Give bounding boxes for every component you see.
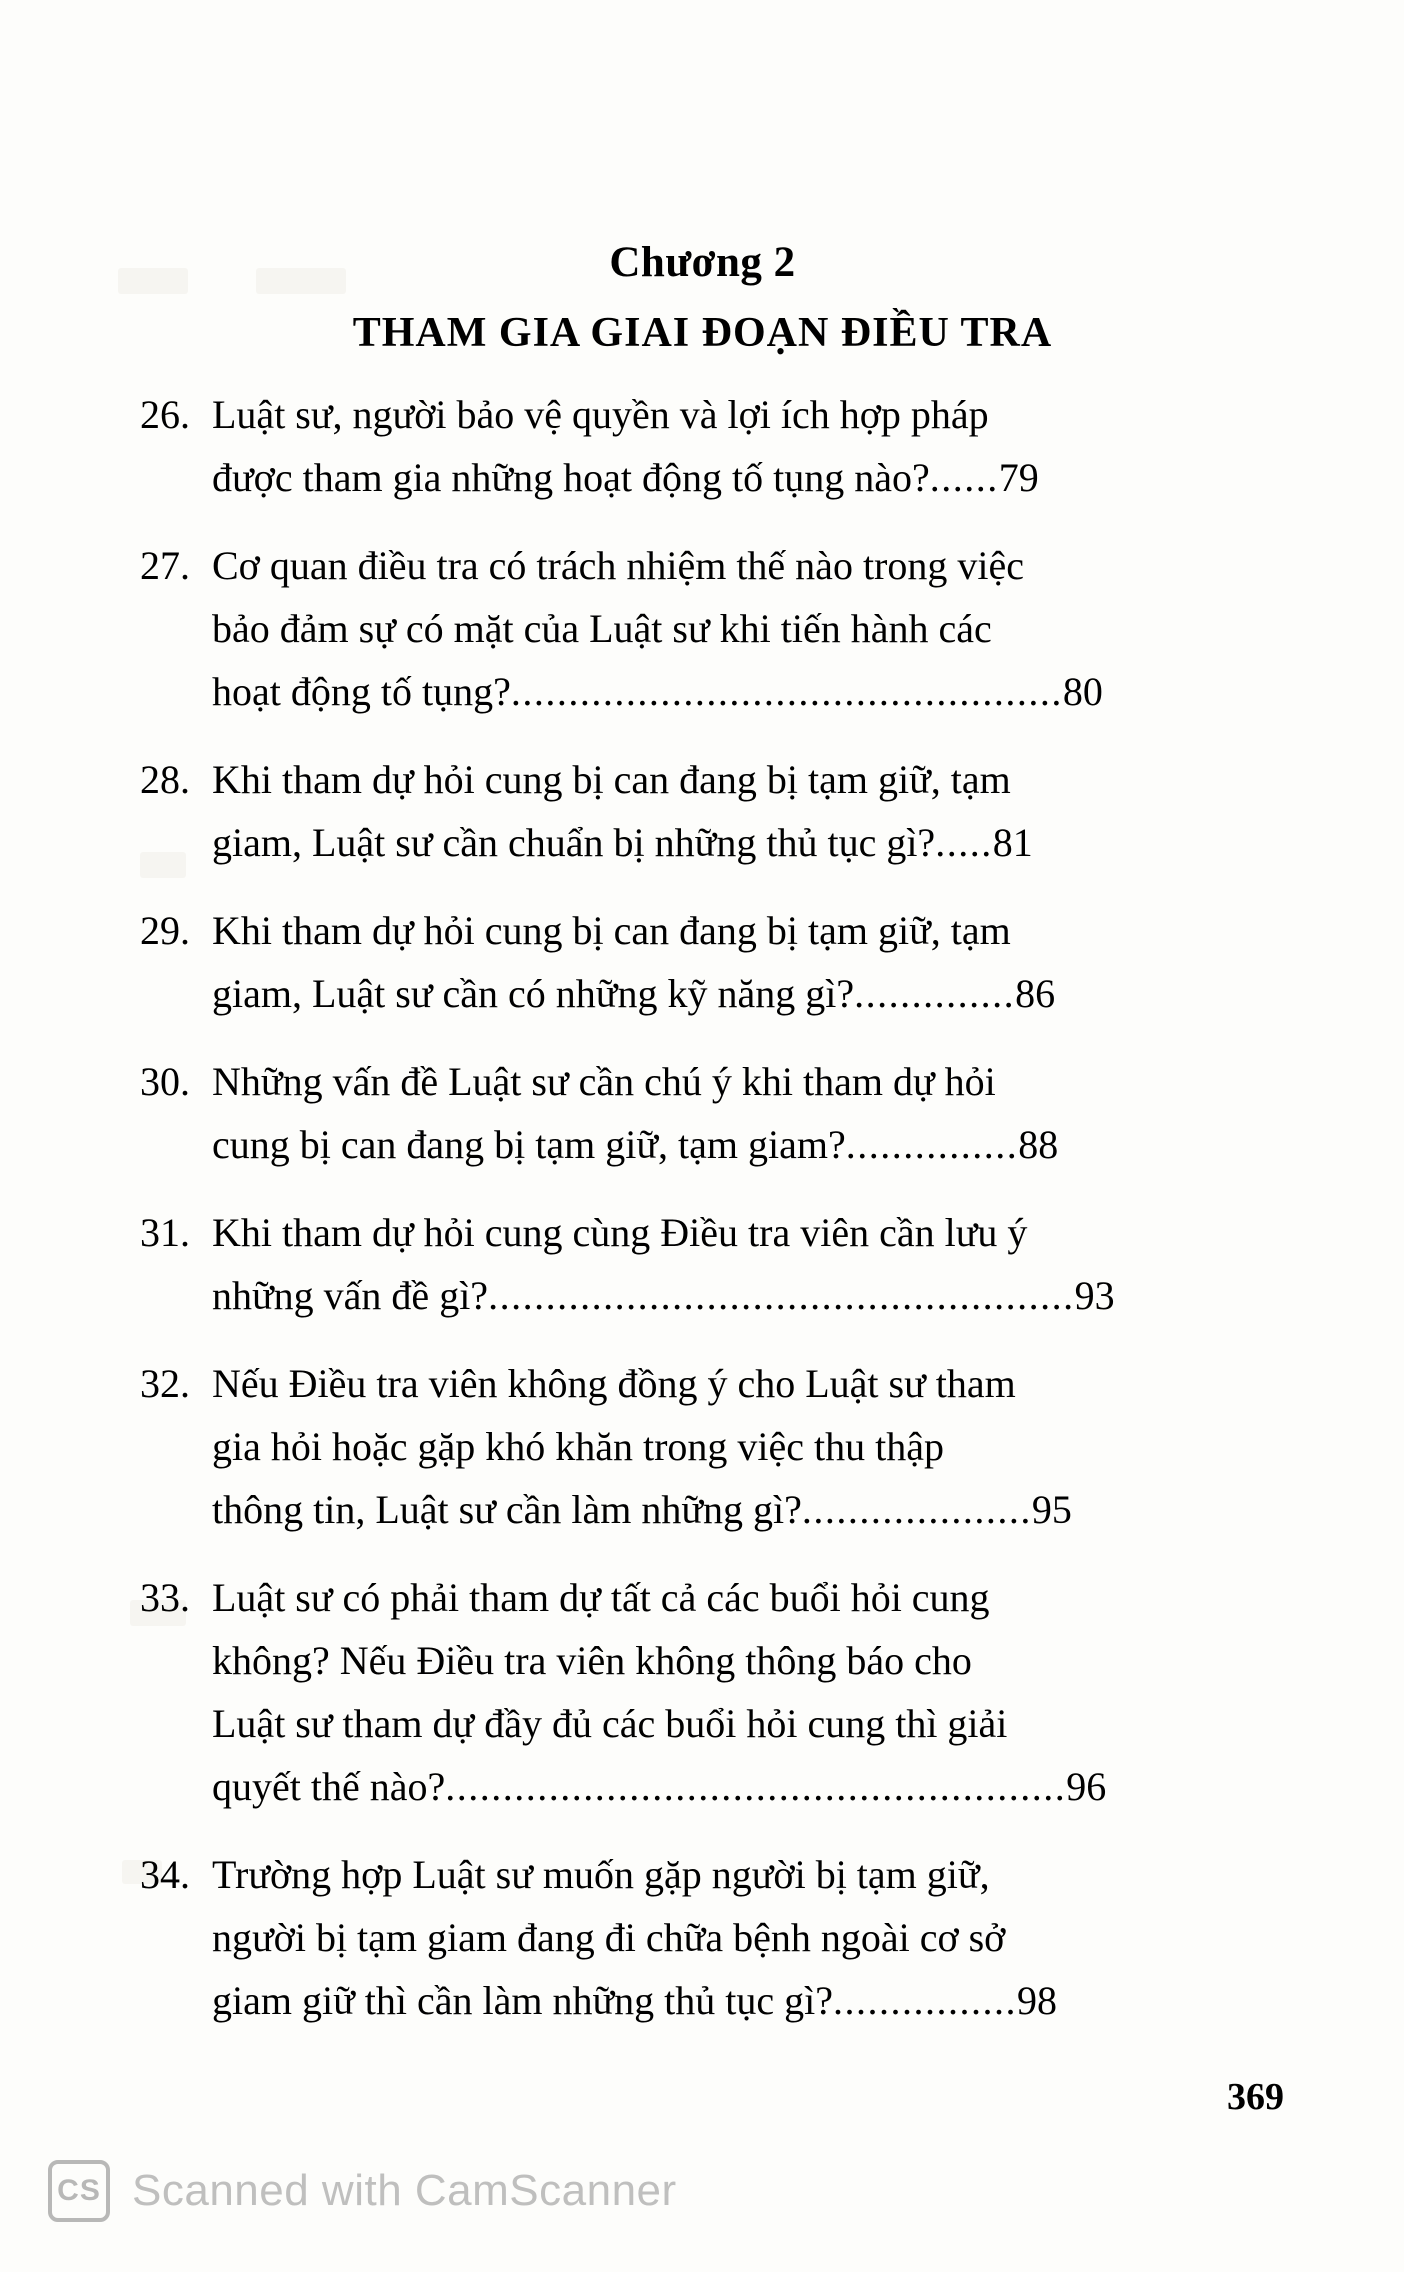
camscanner-badge-icon: CS <box>48 2160 110 2222</box>
toc-entry-body <box>212 383 1285 509</box>
toc-entry-number: 26. <box>140 392 190 437</box>
toc-entry-line: những vấn đề gì? <box>212 1273 489 1318</box>
toc-leader: ................................................ <box>510 669 1063 714</box>
toc-entry[interactable] <box>120 1352 1285 1541</box>
toc-entry-line: Trường hợp Luật sư muốn gặp người bị tạm giữ, <box>212 1852 990 1897</box>
toc-entry-line: người bị tạm giam đang đi chữa bệnh ngoài cơ sở <box>212 1915 1006 1960</box>
toc-entry-line: không? Nếu Điều tra viên không thông báo cho <box>212 1638 972 1683</box>
toc-page-number: 80 <box>1062 669 1103 714</box>
toc-entry-number: 29. <box>140 908 190 953</box>
toc-entry-line: gia hỏi hoặc gặp khó khăn trong việc thu thập <box>212 1424 945 1469</box>
chapter-label: Chương 2 <box>609 239 796 286</box>
toc-entry-line: được tham gia những hoạt động tố tụng nào? <box>212 455 930 500</box>
toc-entry-body <box>212 1352 1285 1541</box>
toc-entry-line: giam giữ thì cần làm những thủ tục gì? <box>212 1978 834 2023</box>
camscanner-watermark <box>48 2160 677 2222</box>
table-of-contents <box>120 383 1285 2032</box>
toc-entry[interactable] <box>120 748 1285 874</box>
toc-entry-number: 31. <box>140 1210 190 1255</box>
toc-entry[interactable] <box>120 534 1285 723</box>
toc-leader: ..... <box>935 820 993 865</box>
toc-entry-line: hoạt động tố tụng? <box>212 669 511 714</box>
toc-page-number: 88 <box>1018 1122 1059 1167</box>
toc-entry-body <box>212 1050 1285 1176</box>
toc-leader: ...... <box>929 455 999 500</box>
toc-entry-line: Luật sư tham dự đầy đủ các buổi hỏi cung thì giải <box>212 1701 1008 1746</box>
toc-entry-number: 30. <box>140 1059 190 1104</box>
toc-entry[interactable] <box>120 383 1285 509</box>
toc-entry-number: 34. <box>140 1852 190 1897</box>
toc-entry-body <box>212 899 1285 1025</box>
toc-page-number: 98 <box>1017 1978 1058 2023</box>
toc-entry-line: Nếu Điều tra viên không đồng ý cho Luật sư tham <box>212 1361 1016 1406</box>
toc-page-number: 86 <box>1015 971 1056 1016</box>
toc-leader: ...................................................... <box>445 1764 1067 1809</box>
page-content <box>120 238 1285 2057</box>
toc-entry-body <box>212 1566 1285 1818</box>
toc-entry-line: Khi tham dự hỏi cung cùng Điều tra viên cần lưu ý <box>212 1210 1028 1255</box>
toc-leader: ................ <box>833 1978 1018 2023</box>
camscanner-watermark-text: Scanned with CamScanner <box>132 2166 677 2215</box>
toc-entry-body <box>212 534 1285 723</box>
toc-entry-number: 28. <box>140 757 190 802</box>
toc-entry-body <box>212 1201 1285 1327</box>
toc-entry-line: Khi tham dự hỏi cung bị can đang bị tạm giữ, tạm <box>212 757 1011 802</box>
toc-page-number: 81 <box>992 820 1033 865</box>
toc-entry-line: quyết thế nào? <box>212 1764 446 1809</box>
toc-leader: .................... <box>801 1487 1032 1532</box>
toc-entry-line: cung bị can đang bị tạm giữ, tạm giam? <box>212 1122 846 1167</box>
toc-entry[interactable] <box>120 1843 1285 2032</box>
chapter-title: THAM GIA GIAI ĐOẠN ĐIỀU TRA <box>352 310 1053 356</box>
toc-entry[interactable] <box>120 1050 1285 1176</box>
toc-entry-number: 27. <box>140 543 190 588</box>
toc-entry-line: thông tin, Luật sư cần làm những gì? <box>212 1487 802 1532</box>
toc-entry-line: bảo đảm sự có mặt của Luật sư khi tiến hành các <box>212 606 992 651</box>
toc-entry-line: giam, Luật sư cần có những kỹ năng gì? <box>212 971 855 1016</box>
toc-page-number: 95 <box>1031 1487 1072 1532</box>
toc-leader: .............. <box>854 971 1016 1016</box>
page-number: 369 <box>1227 2076 1284 2118</box>
toc-entry-line: Luật sư có phải tham dự tất cả các buổi hỏi cung <box>212 1575 990 1620</box>
toc-entry-line: Cơ quan điều tra có trách nhiệm thế nào trong việc <box>212 543 1024 588</box>
toc-entry-body <box>212 1843 1285 2032</box>
toc-entry-line: Luật sư, người bảo vệ quyền và lợi ích hợp pháp <box>212 392 989 437</box>
toc-entry-body <box>212 748 1285 874</box>
toc-entry[interactable] <box>120 899 1285 1025</box>
toc-entry[interactable] <box>120 1566 1285 1818</box>
toc-entry[interactable] <box>120 1201 1285 1327</box>
toc-leader: ............... <box>845 1122 1019 1167</box>
toc-entry-line: giam, Luật sư cần chuẩn bị những thủ tục gì? <box>212 820 936 865</box>
toc-leader: ................................................... <box>488 1273 1075 1318</box>
toc-entry-number: 33. <box>140 1575 190 1620</box>
toc-entry-number: 32. <box>140 1361 190 1406</box>
toc-page-number: 93 <box>1074 1273 1115 1318</box>
toc-page-number: 79 <box>998 455 1039 500</box>
toc-page-number: 96 <box>1066 1764 1107 1809</box>
toc-entry-line: Những vấn đề Luật sư cần chú ý khi tham dự hỏi <box>212 1059 996 1104</box>
toc-entry-line: Khi tham dự hỏi cung bị can đang bị tạm giữ, tạm <box>212 908 1011 953</box>
